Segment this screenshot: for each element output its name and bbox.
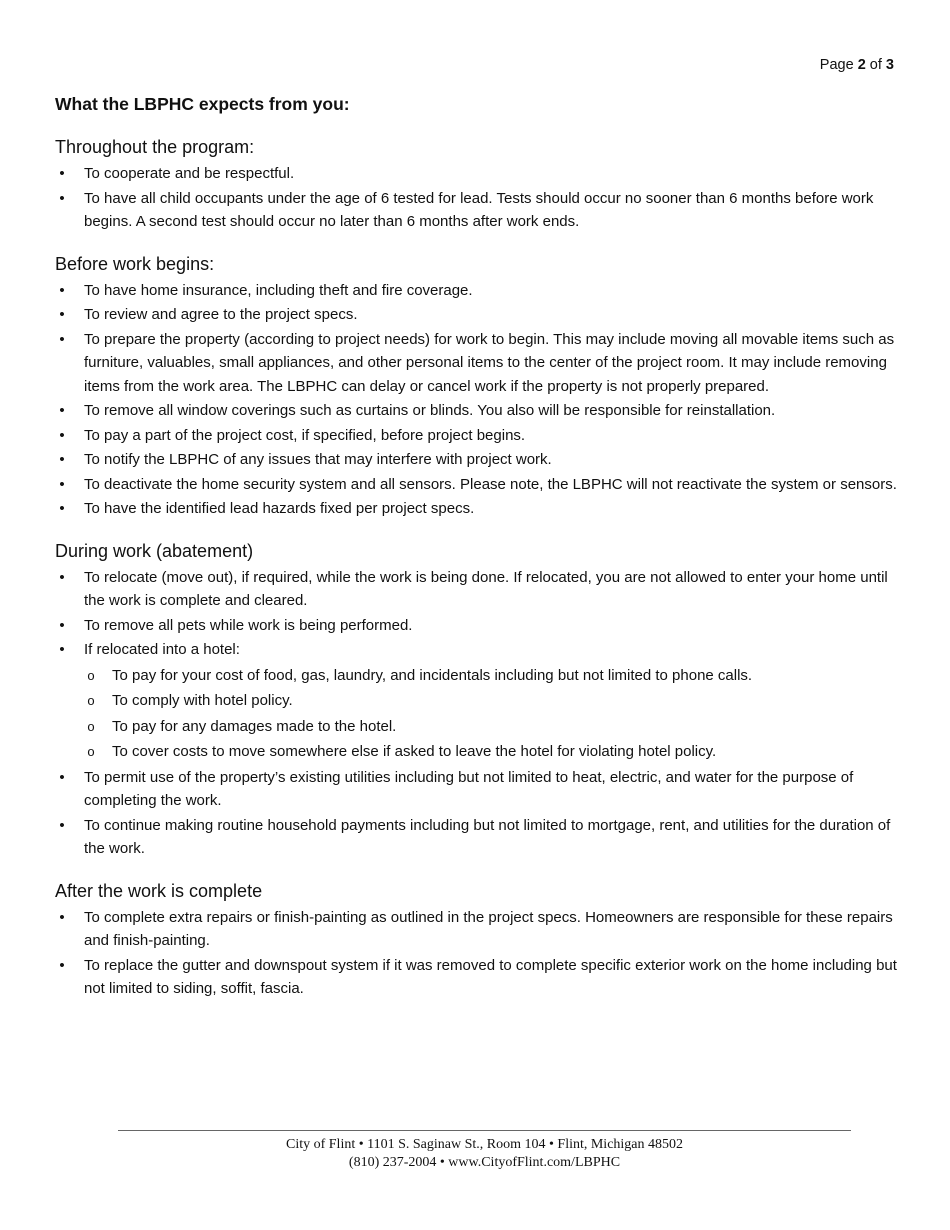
list-item-text: To have home insurance, including theft and fire coverage. <box>84 281 473 299</box>
section-title: Throughout the program: <box>55 137 255 157</box>
list-item <box>55 187 897 234</box>
list-item-text: To remove all pets while work is being performed. <box>84 616 413 634</box>
list-item <box>55 566 897 613</box>
list-item-text: To review and agree to the project specs. <box>84 306 358 323</box>
footer-address: City of Flint • 1101 S. Saginaw St., Room 104 • Flint, Michigan 48502 <box>285 1137 684 1152</box>
page-label: Page <box>819 57 854 73</box>
list-item <box>55 424 897 448</box>
list-item-text: To prepare the property (according to project needs) for work to begin. This may include moving all movable items such as furniture, valuables, small appliances, and other personal items to the center of the project room. It may include removing items from the work area. The LBPHC can delay or cancel work if the property is not properly prepared. <box>84 330 895 395</box>
section-title: After the work is complete <box>55 880 263 901</box>
list-item <box>55 614 897 638</box>
list-item-text: To have the identified lead hazards fixed per project specs. <box>84 500 475 517</box>
list-item-text: To complete extra repairs or finish-painting as outlined in the project specs. Homeowners are responsible for these repairs and finish-painting. <box>84 908 893 949</box>
bullet-list <box>55 279 897 521</box>
circle-bullet-icon: o <box>87 667 95 683</box>
list-item-text: To relocate (move out), if required, while the work is being done. If relocated, you are not allowed to enter your home until the work is complete and cleared. <box>84 568 888 609</box>
document-body <box>55 94 897 1021</box>
bullet-icon: • <box>59 908 65 926</box>
list-item <box>55 766 897 813</box>
list-item-text: To notify the LBPHC of any issues that may interfere with project work. <box>84 451 552 468</box>
bullet-icon: • <box>59 768 65 786</box>
list-item-text: To deactivate the home security system and all sensors. Please note, the LBPHC will not reactivate the system or sensors. <box>84 475 897 493</box>
bullet-icon: • <box>59 475 65 493</box>
bullet-icon: • <box>59 402 65 419</box>
list-item <box>55 279 897 303</box>
list-item <box>55 906 897 953</box>
list-item <box>55 448 897 472</box>
bullet-icon: • <box>59 641 65 658</box>
page-heading: What the LBPHC expects from you: <box>55 94 350 114</box>
sub-list-item <box>84 740 897 764</box>
bullet-icon: • <box>59 189 65 207</box>
list-item-text: To cooperate and be respectful. <box>84 165 295 182</box>
bullet-icon: • <box>59 451 65 468</box>
list-item <box>55 473 897 497</box>
sub-list-item-text: To pay for any damages made to the hotel. <box>112 717 397 735</box>
list-item-text: If relocated into a hotel: <box>84 641 240 658</box>
list-item-text: To have all child occupants under the age of 6 tested for lead. Tests should occur no sooner than 6 months before work begins. A second test should occur no later than 6 months after work ends. <box>84 189 874 230</box>
bullet-icon: • <box>59 568 65 586</box>
sub-list-item <box>84 664 897 688</box>
total-pages: 3 <box>885 57 894 73</box>
sections <box>55 137 897 1001</box>
list-item-text: To pay a part of the project cost, if specified, before project begins. <box>84 426 526 444</box>
footer <box>118 1130 851 1172</box>
bullet-icon: • <box>59 616 65 634</box>
list-item <box>55 814 897 861</box>
list-item <box>55 954 897 1001</box>
list-item-text: To permit use of the property’s existing utilities including but not limited to heat, electric, and water for the purpose of completing the work. <box>84 768 854 809</box>
circle-bullet-icon: o <box>87 744 95 759</box>
bullet-list <box>55 566 897 861</box>
sub-list-item-text: To cover costs to move somewhere else if asked to leave the hotel for violating hotel policy. <box>112 743 717 760</box>
current-page: 2 <box>857 57 866 73</box>
list-item <box>55 399 897 423</box>
page-of: of <box>869 57 882 73</box>
bullet-list <box>55 906 897 1001</box>
list-item <box>55 162 897 186</box>
bullet-icon: • <box>59 956 65 974</box>
list-item <box>55 303 897 327</box>
bullet-icon: • <box>59 306 65 323</box>
page-number <box>820 57 894 73</box>
list-item <box>55 638 897 764</box>
list-item <box>55 328 897 399</box>
circle-bullet-icon: o <box>87 693 95 708</box>
bullet-icon: • <box>59 281 65 299</box>
sub-list-item-text: To pay for your cost of food, gas, laundry, and incidentals including but not limited to phone calls. <box>112 666 753 684</box>
bullet-icon: • <box>59 165 65 182</box>
list-item-text: To replace the gutter and downspout system if it was removed to complete specific exterior work on the home including but not limited to siding, soffit, fascia. <box>84 956 897 997</box>
section-title: Before work begins: <box>55 253 215 274</box>
list-item <box>55 497 897 521</box>
bullet-icon: • <box>59 426 65 444</box>
footer-contact: (810) 237-2004 • www.CityofFlint.com/LBPHC <box>348 1155 621 1170</box>
list-item-text: To continue making routine household payments including but not limited to mortgage, rent, and utilities for the duration of the work. <box>84 816 891 857</box>
sub-list-item-text: To comply with hotel policy. <box>112 692 293 709</box>
circle-bullet-icon: o <box>87 718 95 734</box>
bullet-icon: • <box>59 816 65 834</box>
section-title: During work (abatement) <box>55 540 254 561</box>
sub-list <box>84 664 897 764</box>
sub-list-item <box>84 715 897 739</box>
list-item-text: To remove all window coverings such as curtains or blinds. You also will be responsible for reinstallation. <box>84 402 776 419</box>
bullet-icon: • <box>59 500 65 517</box>
bullet-list <box>55 162 897 234</box>
sub-list-item <box>84 689 897 713</box>
bullet-icon: • <box>59 330 65 348</box>
